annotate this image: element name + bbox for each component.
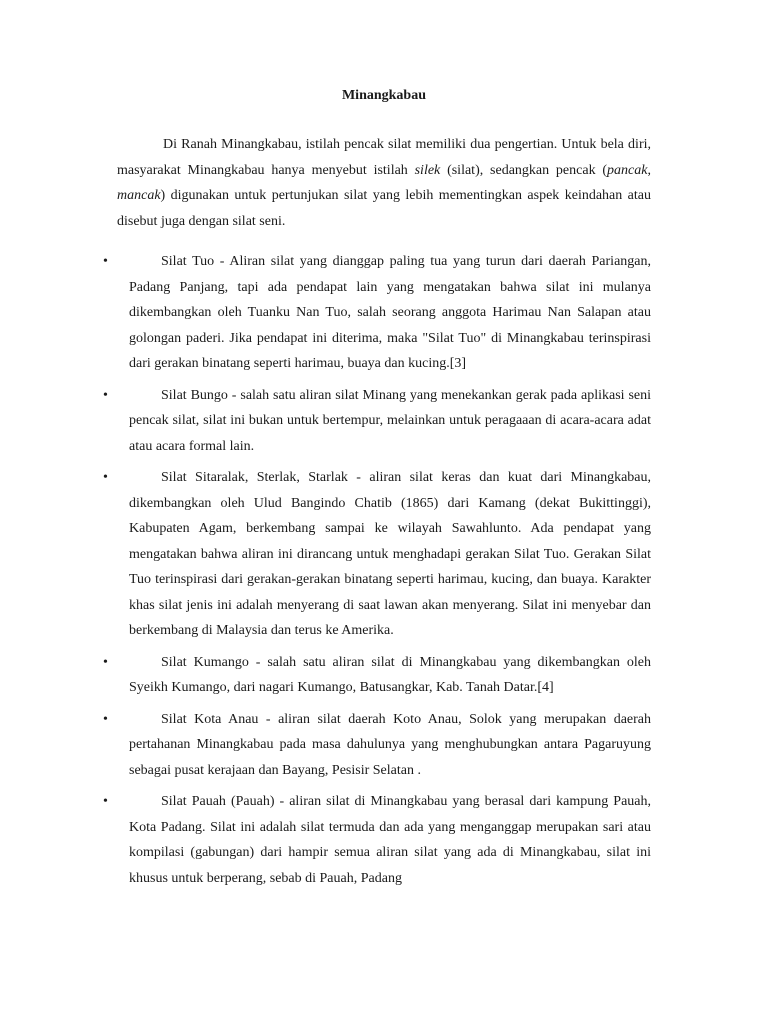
silat-list: [0, 249, 768, 897]
intro-term-pancak: pancak: [607, 162, 648, 178]
list-item-text: Silat Kota Anau - aliran silat daerah Koto Anau, Solok yang merupakan daerah pertahanan Minangkabau pada masa dahulunya yang menghubungkan antara Pagaruyung sebagai pusat kerajaan dan Bayang, Pesisir Selatan .: [129, 711, 651, 778]
bullet-icon: •: [103, 654, 108, 670]
list-item: [0, 650, 768, 701]
list-item: [0, 789, 768, 891]
list-item-text: Silat Pauah (Pauah) - aliran silat di Minangkabau yang berasal dari kampung Pauah, Kota Padang. Silat ini adalah silat termuda dan ada yang menganggap merupakan sari atau kompilasi (gabungan) dari hampir semua aliran silat yang ada di Minangkabau, silat ini khusus untuk berperang, sebab di Pauah, Padang: [129, 794, 651, 886]
intro-text-1: Di Ranah Minangkabau, istilah pencak silat memiliki dua pengertian. Untuk bela diri, masyarakat Minangkabau hanya menyebut istilah: [117, 137, 651, 178]
intro-paragraph: [117, 132, 651, 234]
intro-text-2: (silat), sedangkan pencak (: [440, 162, 608, 178]
bullet-icon: •: [103, 711, 108, 727]
intro-comma: ,: [647, 162, 651, 178]
bullet-icon: •: [103, 387, 108, 403]
list-item: [0, 249, 768, 377]
bullet-icon: •: [103, 794, 108, 809]
intro-term-silek: silek: [414, 162, 441, 178]
list-item: [0, 707, 768, 784]
list-item-text: Silat Kumango - salah satu aliran silat di Minangkabau yang dikembangkan oleh Syeikh Kumango, dari nagari Kumango, Batusangkar, Kab. Tanah Datar.[4]: [129, 654, 651, 695]
intro-text-3: ) digunakan untuk pertunjukan silat yang lebih mementingkan aspek keindahan atau disebut juga dengan silat seni.: [117, 188, 651, 229]
list-item-text: Silat Sitaralak, Sterlak, Starlak - aliran silat keras dan kuat dari Minangkabau, dikembangkan oleh Ulud Bangindo Chatib (1865) dari Kamang (dekat Bukittinggi), Kabupaten Agam, berkembang sampai ke wilayah Sawahlunto. Ada pendapat yang mengatakan bahwa aliran ini dirancang untuk menghadapi gerakan Silat Tuo. Gerakan Silat Tuo terinspirasi dari gerakan-gerakan binatang seperti harimau, kucing, dan buaya. Karakter khas silat jenis ini adalah menyerang di saat lawan akan menyerang. Silat ini menyebar dan berkembang di Malaysia dan terus ke Amerika.: [129, 470, 651, 638]
list-item-text: Silat Tuo - Aliran silat yang dianggap paling tua yang turun dari daerah Pariangan, Padang Panjang, tapi ada pendapat lain yang mengatakan bahwa silat ini mulanya dikembangkan oleh Tuanku Nan Tuo, salah seorang anggota Harimau Nan Salapan atau golongan paderi. Jika pendapat ini diterima, maka "Silat Tuo" di Minangkabau terinspirasi dari gerakan binatang seperti harimau, buaya dan kucing.[3]: [129, 254, 651, 371]
document-title: Minangkabau: [341, 88, 427, 103]
bullet-icon: •: [103, 254, 108, 269]
list-item: [0, 383, 768, 460]
list-item: [0, 465, 768, 644]
bullet-icon: •: [103, 470, 108, 485]
list-item-text: Silat Bungo - salah satu aliran silat Minang yang menekankan gerak pada aplikasi seni pencak silat, silat ini bukan untuk bertempur, melainkan untuk peragaaan di acara-acara adat atau acara formal lain.: [129, 387, 651, 454]
intro-term-mancak: mancak: [117, 188, 161, 203]
